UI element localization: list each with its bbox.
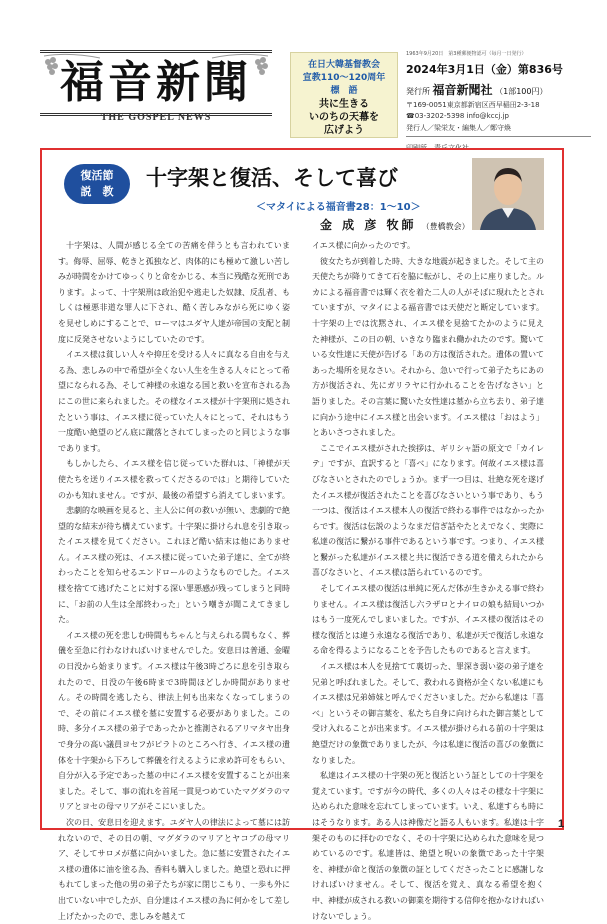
motto-line-3: 広げよう [324,125,364,136]
motto-label: 標 語 [330,86,358,96]
publisher-address: 〒169-0051東京都新宿区西早稲田2-3-18 [406,101,540,109]
mission-anniversary: 宣教110〜120周年 [302,73,386,83]
paragraph: 次の日、安息日を迎えます。ユダヤ人の律法によって墓には訪れないので、その日の朝、マグダラのマリアとヤコブの母マリア、そしてサロメが墓に向かいました。急に墓に安置されたイエス様の遺体に油を塗る為、香料も購入しました。絶望と恐れに押もれてしまった他の男の弟子たちが家に閉じこもり、一歩も外に出ていない中でしたが、自分達はイエス様の為に何かをして差し上げたかったので、悲しみを越えて [58,817,290,921]
church-name: 在日大韓基督教会 [307,60,380,70]
page-number: 1 [558,818,565,830]
postal-registration: 1963年9月20日 第3種郵便物認可（毎月一日発行） [406,51,527,57]
article-column-right [312,238,544,921]
publisher-contact: ☎03-3202-5398 info@kccj.jp [406,112,509,120]
divider [406,136,591,137]
paragraph: そしてイエス様の復活は単純に死んだ体が生きかえる事で終わりません。イエス様は復活し六ラザロとナイロの娘も結局いつかはもう一度死んでしまいました。ですが、イエス様の復活はその様な復活とは違う永遠なる復活であり、私達が天で復活し永遠なる命を得るようになることを予告したものであると言えます。 [312,584,544,656]
paragraph: 十字架は、人間が感じる全ての苦痛を伴うとも言われています。侮辱、屈辱、乾きと孤独など、肉体的にも極めて激しい苦しみが時間をかけてゆっくりと命をかじる、本当に残酷な死刑であります。よって、十字架刑は政治犯や逃走した奴隷、反乱者、もしくは極悪非道な罪人に下され、酷く苦しみながら死にゆく姿を見せしめにすることで、ローマはユダヤ人達が帝国の支配と制度に反発させないようにしていたのです。 [58,241,290,344]
author-photo [472,158,544,230]
editors: 発行人／梁栄友・編集人／鄭守煥 [406,124,511,132]
article-column-left [58,238,290,921]
price: （1部100円） [495,87,548,96]
author-name: 金 成 彦 牧師 [320,218,417,232]
church-motto-box [290,52,398,138]
motto-line-1: 共に生きる [319,99,369,110]
issue-date: 2024年3月1日（金）第836号 [406,63,563,76]
sermon-article [40,148,564,921]
newspaper-logo [40,50,272,126]
newspaper-title: 福音新聞 [40,50,272,116]
motto-line-2: いのちの天幕を [309,112,379,123]
author-church: （豊橋教会） [421,222,470,231]
publisher [406,81,591,98]
paragraph: イエス様に向かったのです。 [312,241,416,250]
paragraph: ここでイエス様がされた挨拶は、ギリシャ語の原文で「カイレテ」ですが、直訳すると「喜べ」になります。何故イエス様は喜びなさいとされたのでしょうか。まず一つ目は、壮絶な死を遂げたイエス様が復活されたことを喜びなさいという事であり、もう一つは、復活はイエス様本人の復活で終わる事件ではなかったからです。復活は伝説のようなまだ信ぎ話やたとえでなく、実際に私達の復活に繋がる事件であるという事です。つまり、イエス様と繋がった私達がイエス様と共に復活できる道を備えられたから喜びなさいと、イエス様は語られているのです。 [312,443,544,578]
paragraph: もしかしたら、イエス様を信じ従っていた群れは、「神様が天使たちを送りイエス様を救ってくださるのでは」と期待していたのかも知れません。ですが、最後の希望すら消えてしまいます。 [58,459,290,500]
badge-line-1: 復活節 [80,169,114,182]
paragraph: イエス様の死を悲しむ時間もちゃんと与えられる間もなく、葬儀を至急に行わなければいけませんでした。安息日は普通、金曜の日没から始まります。イエス様は午後3時ごろに息を引き取られたので、日没の午後6時まで3時間ほどしか時間がありません。その時間を逃したら、律法上何も出来なくなってしまうので、その前にイエス様を墓に安置する必要がありました。この時、多分イエス様の弟子であったかと推測されるアリマタヤ出身で身分の高い議員ヨセフがピラトのところへ行き、イエス様の遺体を十字架から下ろして葬儀を行えるように求め許可をもらい、自分が入る予定であった墓の中にイエス様を安置することが出来ました。そして、事の流れを首尾一貫見つめていたマグダラのマリアとヨセの母マリアがそこにいました。 [58,630,290,812]
publisher-label: 発行所 [406,87,430,96]
badge-line-2: 説 教 [80,185,114,198]
newspaper-subtitle: THE GOSPEL NEWS [100,112,212,123]
paragraph: 悲劇的な映画を見ると、主人公に何の救いが無い、悲劇的で絶望的な結末が待ち構えています。十字架に掛けられ息を引き取ったイエス様を見てください。これほど酷い結末は他にありません。イエス様の死は、イエス様に従っていた弟子達に、全てが終わったことを知らせるエンドロールのようなものでした。イエス様を捨てて逃げたことに対する深い罪悪感が残ってしまうと同時に、「お前の人生は全部終わった」という嘲きが聞こえてきました。 [58,506,290,625]
publication-info [406,50,591,153]
article-title: 十字架と復活、そして喜び [146,165,398,190]
paragraph: 私達はイエス様の十字架の死と復活という証としての十字架を覚えています。ですが今の時代、多くの人々はその様な十字架に込められた意味を忘れてしまっています。いえ、私達すらも時にはそうなります。ある人は神像だと語る人もいます。私達は十字架そのものに拝むのでなく、その十字架に込められた意味を見つめているのです。私達皆は、絶望と呪いの象徴であった十字架を、神様が命と復活の象徴の証としてくださったことに感謝しなければいけません。そして、復活を覚え、真なる希望を抱く中、神様が成される救いの御業を期待する信仰を抱かなければいけないでしょう。 [312,771,544,921]
paragraph: 彼女たちが到着した時、大きな地震が起きました。そして主の天使たちが降りてきて石を脇に転がし、その上に座りました。ルカによる福音書では輝く衣を着た二人の人がそばに現れたとされていますが、マタイによる福音書では天使だと断定しています。十字架の上では沈黙され、イエス様を見捨てたかのように見えた神様が、この日の朝、いきなり臨まれ働かれたのです。驚いている女性達に天使が告げる「あの方は復活された。遺体の置いてあった場所を見なさい。それから、急いで行って弟子たちにあの方が復活され、先にガリラヤに行かれることを告げなさい」と語りました。その言葉に驚いた女性達は墓から立ち去り、弟子達に向かう途中にイエス様と出会います。イエス様は「おはよう」とあいさつされました。 [312,256,544,438]
paragraph: イエス様は貧しい人々や抑圧を受ける人々に真なる自由を与える為、悲しみの中で希望が全くない人生を生きる人々にとって希望になられる為、そして神様の永遠なる国と救いを宣布される為にこの世に来られました。その様なイエス様が十字架刑に処されたという事は、イエス様に従っていた人々にとって、それはもう一度酷い絶望のどん底に蹴落とされてしまったのと同じような事であります。 [58,350,290,453]
author [320,214,470,233]
scripture-reference: ＜マタイによる福音書28：1〜10＞ [256,202,421,213]
paragraph: イエス様は本人を見捨てて裏切った、罪深き弱い姿の弟子達を兄弟と呼ばれました。そして、救われる資格が全くない私達にもイエス様は兄弟姉妹と呼んでくださいました。だから私達は「喜べ」というその御言葉を、私たち自身に向けられた御言葉として受け入れることが出来ます。イエス様が掛けられる前の十字架は絶望だけの象徴でありましたが、今は私達に復活の喜びの象徴になりました。 [312,662,544,765]
masthead [0,0,607,140]
person-portrait-icon [472,158,544,230]
sermon-badge [64,164,130,204]
publisher-name: 福音新聞社 [432,83,493,97]
